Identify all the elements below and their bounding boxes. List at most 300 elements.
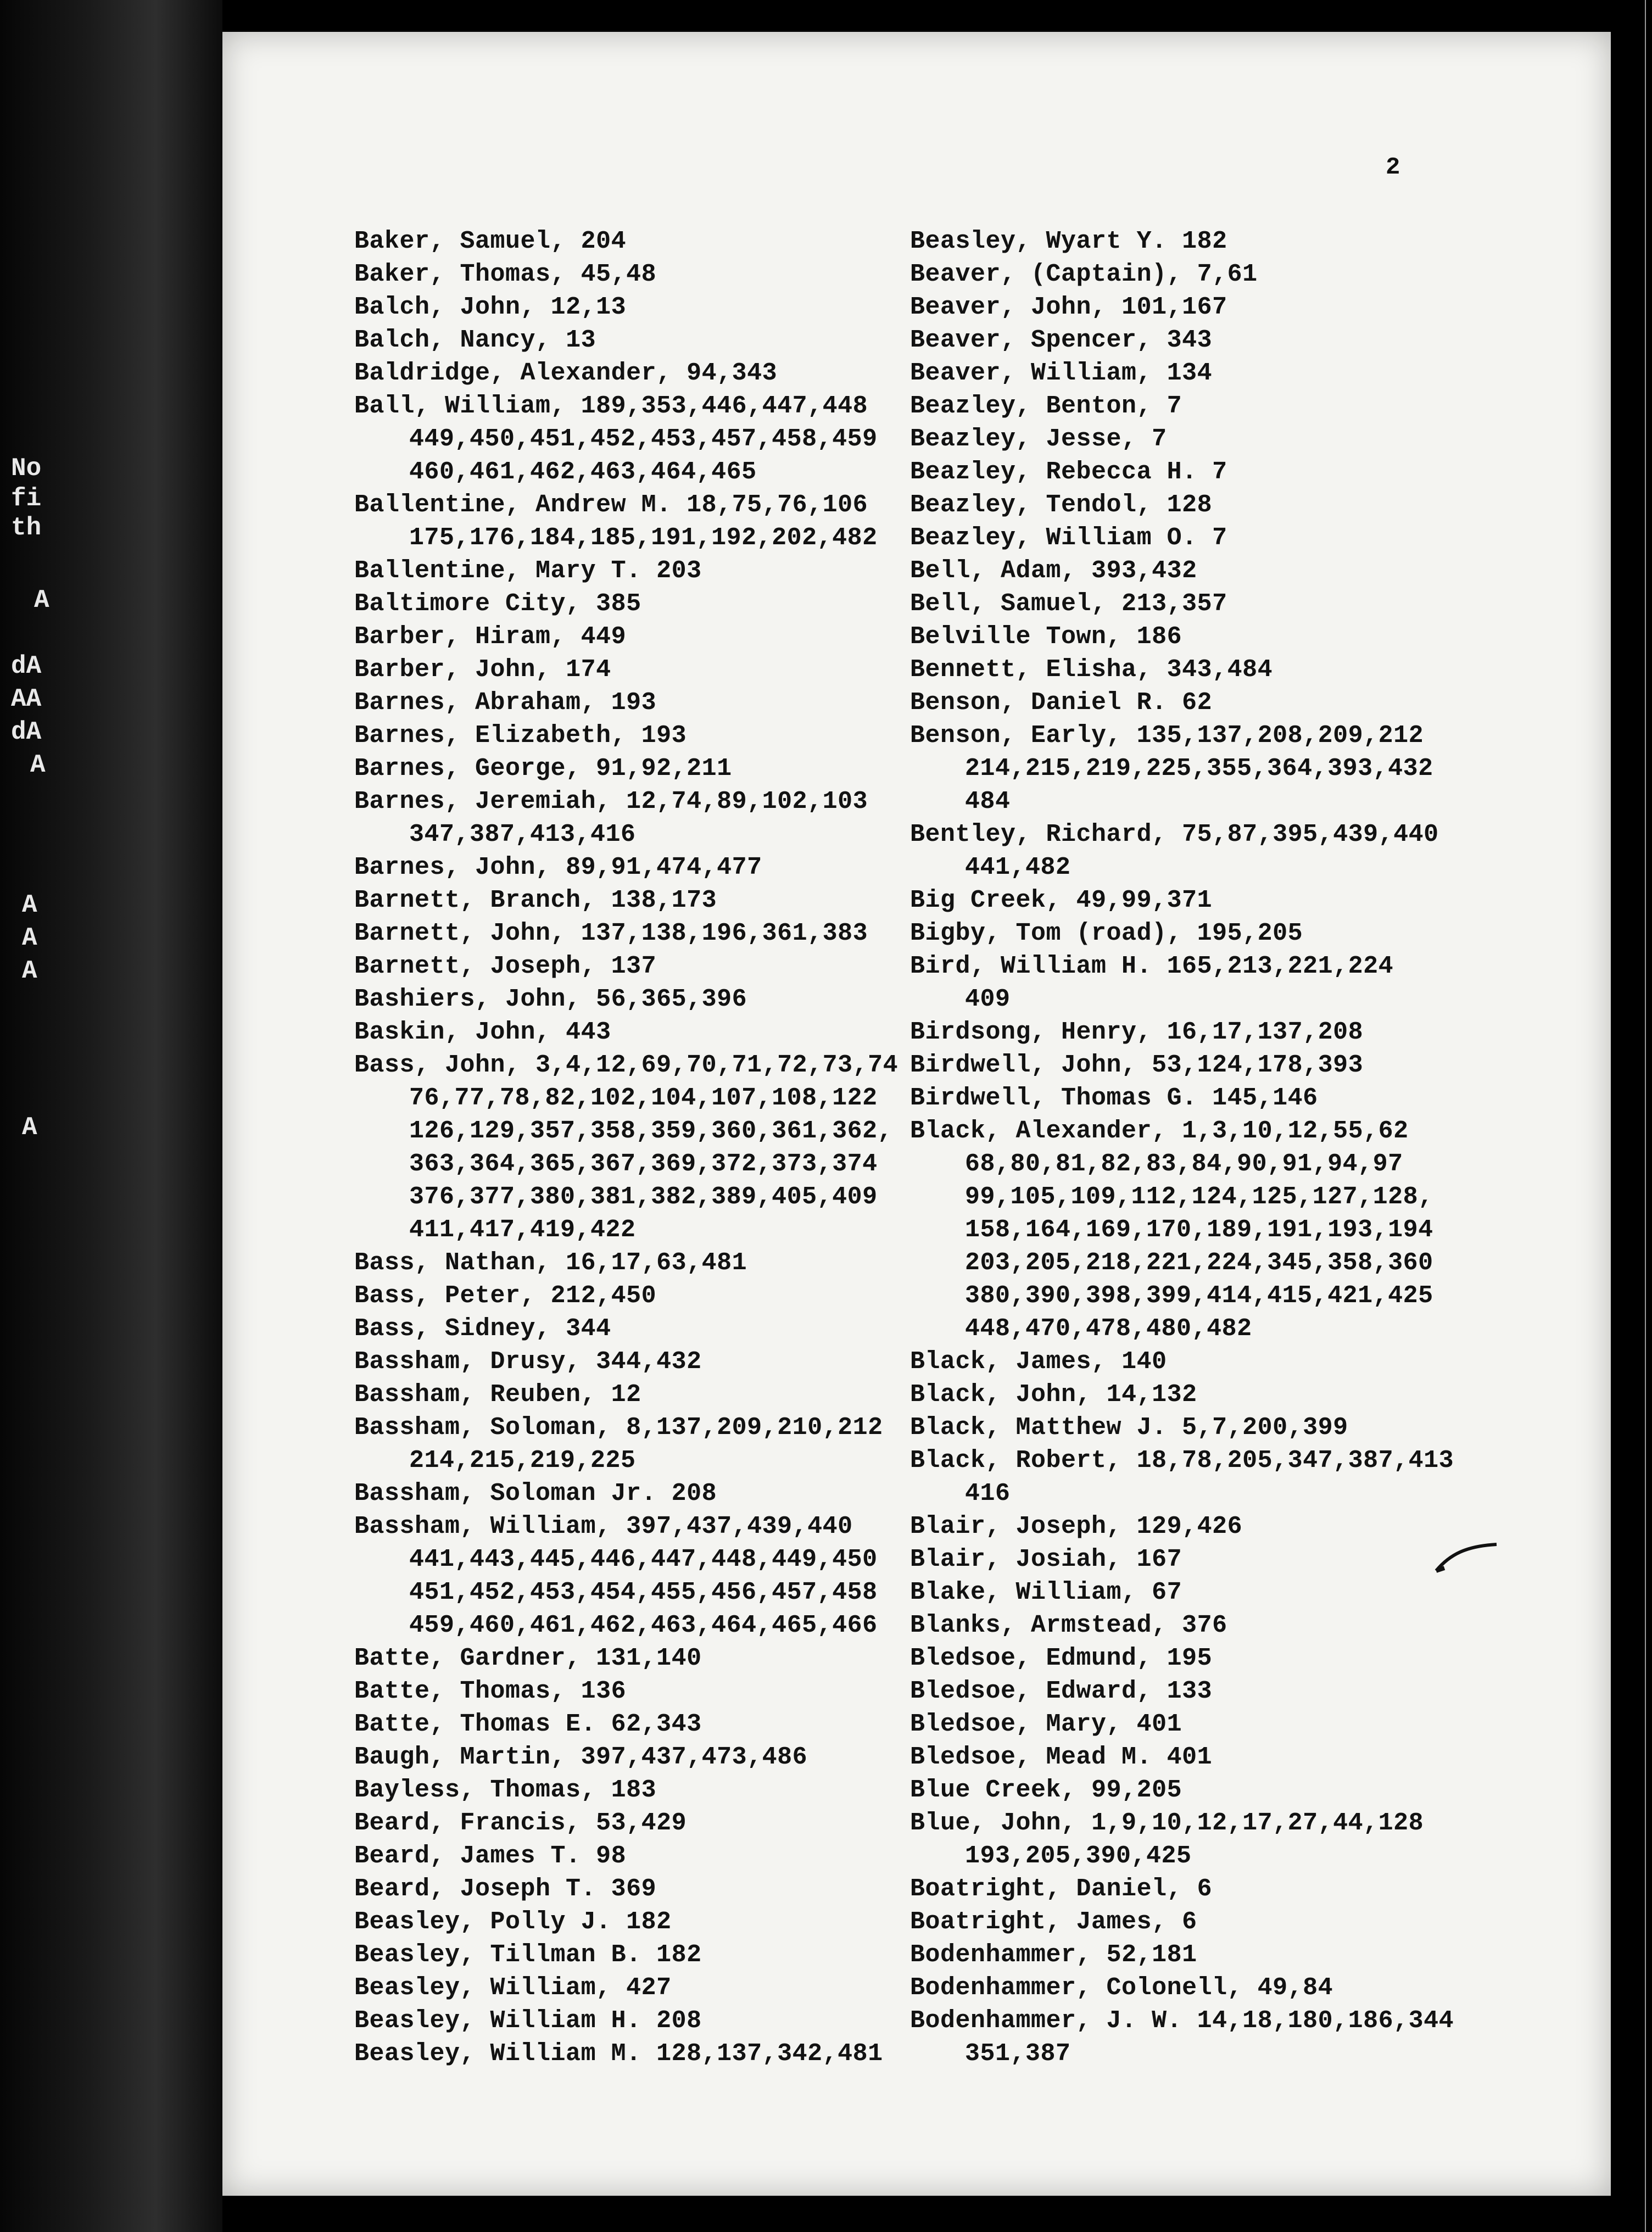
entry-name: Beard, Francis, <box>354 1809 581 1837</box>
entry-page-refs: 343 <box>1167 326 1213 354</box>
index-entry <box>910 1708 1459 1741</box>
index-entry <box>910 456 1459 489</box>
entry-page-refs: 385 <box>596 590 641 618</box>
entry-page-refs: 91,92,211 <box>596 755 732 783</box>
index-entry <box>910 1609 1459 1642</box>
index-entry <box>910 1543 1459 1576</box>
index-entry <box>910 1444 1459 1477</box>
entry-name: Bassham, Reuben, <box>354 1381 596 1409</box>
index-entry-continuation <box>354 1576 903 1609</box>
entry-name: Beasley, William H. <box>354 2007 641 2035</box>
index-entry <box>354 621 903 654</box>
entry-name: Barnett, Branch, <box>354 886 596 914</box>
entry-page-refs: 208 <box>671 1480 717 1508</box>
index-entry <box>910 555 1459 588</box>
entry-page-refs: 182 <box>626 1908 672 1936</box>
entry-page-refs: 101,167 <box>1121 293 1227 321</box>
index-entry <box>910 621 1459 654</box>
index-entry <box>354 1741 903 1774</box>
entry-name: Belville Town, <box>910 623 1122 651</box>
entry-page-refs: 7 <box>1152 425 1167 453</box>
index-entry-continuation <box>354 818 903 851</box>
margin-fragment: A <box>22 924 37 952</box>
index-entry <box>354 983 903 1016</box>
entry-name: Bashiers, John, <box>354 985 581 1013</box>
entry-name: Barnett, John, <box>354 919 566 947</box>
entry-name: Barber, Hiram, <box>354 623 566 651</box>
entry-name: Bassham, William, <box>354 1513 611 1541</box>
entry-name: Ball, William, <box>354 392 566 420</box>
index-entry <box>910 1642 1459 1675</box>
entry-page-refs: 1,9,10,12,17,27,44,128 <box>1091 1809 1424 1837</box>
margin-fragment: A <box>22 957 37 985</box>
entry-name: Benson, Daniel R. <box>910 689 1167 717</box>
entry-page-refs: 45,48 <box>581 260 657 288</box>
index-entry <box>910 1346 1459 1379</box>
index-entry <box>354 1280 903 1313</box>
entry-page-refs: 193,205,390,425 <box>965 1842 1192 1870</box>
entry-name: Bodenhammer, Colonell, <box>910 1974 1243 2002</box>
index-entry <box>910 950 1459 983</box>
entry-page-refs: 376 <box>1182 1611 1227 1639</box>
index-entry <box>354 258 903 291</box>
entry-name: Blanks, Armstead, <box>910 1611 1167 1639</box>
index-entry <box>910 818 1459 851</box>
index-entry <box>910 1049 1459 1082</box>
index-entry <box>910 1939 1459 1972</box>
index-entry <box>354 2005 903 2038</box>
entry-page-refs: 7,61 <box>1197 260 1258 288</box>
entry-page-refs: 451,452,453,454,455,456,457,458 <box>409 1578 878 1606</box>
entry-page-refs: 158,164,169,170,189,191,193,194 <box>965 1216 1433 1244</box>
index-entry <box>910 1807 1459 1840</box>
entry-page-refs: 174 <box>566 656 611 684</box>
index-entry <box>354 1510 903 1543</box>
entry-name: Barnes, Elizabeth, <box>354 722 627 750</box>
entry-page-refs: 175,176,184,185,191,192,202,482 <box>409 524 878 552</box>
entry-name: Beasley, William, <box>354 1974 611 2002</box>
entry-page-refs: 134 <box>1167 359 1213 387</box>
entry-page-refs: 183 <box>611 1776 657 1804</box>
entry-page-refs: 344 <box>566 1315 611 1343</box>
left-index-column <box>354 225 903 2071</box>
entry-page-refs: 484 <box>965 788 1011 816</box>
entry-name: Beazley, William O. <box>910 524 1197 552</box>
entry-page-refs: 94,343 <box>687 359 778 387</box>
index-entry <box>910 291 1459 324</box>
entry-page-refs: 18,78,205,347,387,413 <box>1136 1447 1454 1475</box>
entry-name: Blake, William, <box>910 1578 1137 1606</box>
margin-fragment: th <box>11 514 42 542</box>
index-entry-continuation <box>910 752 1459 785</box>
entry-name: Black, Robert, <box>910 1447 1122 1475</box>
entry-page-refs: 18,75,76,106 <box>687 491 868 519</box>
entry-name: Ballentine, Mary T. <box>354 557 641 585</box>
entry-name: Bigby, Tom (road), <box>910 919 1182 947</box>
entry-page-refs: 212,450 <box>550 1282 657 1310</box>
entry-page-refs: 401 <box>1136 1710 1182 1738</box>
index-entry <box>354 917 903 950</box>
index-entry <box>354 1477 903 1510</box>
entry-page-refs: 137 <box>611 952 657 980</box>
index-entry <box>354 1049 903 1082</box>
entry-page-refs: 138,173 <box>611 886 717 914</box>
index-entry <box>354 1807 903 1840</box>
entry-page-refs: 460,461,462,463,464,465 <box>409 458 757 486</box>
entry-name: Big Creek, <box>910 886 1062 914</box>
entry-name: Bledsoe, Edmund, <box>910 1644 1152 1672</box>
entry-page-refs: 16,17,137,208 <box>1167 1018 1364 1046</box>
index-entry <box>354 719 903 752</box>
entry-name: Boatright, James, <box>910 1908 1167 1936</box>
index-entry <box>354 2038 903 2071</box>
index-entry <box>910 1906 1459 1939</box>
margin-fragment: A <box>34 586 49 615</box>
entry-name: Blue Creek, <box>910 1776 1076 1804</box>
margin-fragment: A <box>22 1113 37 1142</box>
entry-page-refs: 98 <box>596 1842 627 1870</box>
index-entry-continuation <box>910 1214 1459 1247</box>
index-entry <box>354 357 903 390</box>
entry-page-refs: 6 <box>1182 1908 1197 1936</box>
entry-page-refs: 14,18,180,186,344 <box>1197 2007 1454 2035</box>
entry-name: Bassham, Soloman Jr. <box>354 1480 657 1508</box>
index-entry-continuation <box>910 1477 1459 1510</box>
index-entry <box>910 1082 1459 1115</box>
entry-page-refs: 137,138,196,361,383 <box>581 919 868 947</box>
index-entry-continuation <box>354 1609 903 1642</box>
index-entry <box>354 785 903 818</box>
index-entry <box>354 1642 903 1675</box>
index-entry <box>354 1840 903 1873</box>
index-entry <box>910 489 1459 522</box>
index-entry <box>910 884 1459 917</box>
entry-page-refs: 52,181 <box>1106 1941 1197 1969</box>
index-entry-continuation <box>910 1840 1459 1873</box>
entry-name: Barnes, George, <box>354 755 581 783</box>
entry-page-refs: 344,432 <box>596 1348 702 1376</box>
index-entry <box>354 752 903 785</box>
index-entry <box>910 1774 1459 1807</box>
entry-page-refs: 128,137,342,481 <box>656 2040 883 2068</box>
entry-page-refs: 6 <box>1197 1875 1213 1903</box>
margin-fragment: fi <box>11 484 42 513</box>
entry-name: Balch, John, <box>354 293 536 321</box>
index-entry <box>354 1346 903 1379</box>
index-entry <box>910 423 1459 456</box>
index-entry <box>354 1873 903 1906</box>
index-entry-continuation <box>910 2038 1459 2071</box>
entry-name: Bayless, Thomas, <box>354 1776 596 1804</box>
entry-page-refs: 135,137,208,209,212 <box>1136 722 1424 750</box>
index-entry <box>354 1016 903 1049</box>
entry-page-refs: 459,460,461,462,463,464,465,466 <box>409 1611 878 1639</box>
entry-name: Black, John, <box>910 1381 1092 1409</box>
index-entry <box>910 1115 1459 1148</box>
entry-page-refs: 193 <box>611 689 657 717</box>
entry-page-refs: 7 <box>1212 458 1227 486</box>
entry-name: Bass, John, <box>354 1051 521 1079</box>
entry-name: Beard, James T. <box>354 1842 581 1870</box>
entry-name: Bird, William H. <box>910 952 1152 980</box>
index-entry <box>354 1247 903 1280</box>
entry-page-refs: 195 <box>1167 1644 1213 1672</box>
index-entry <box>910 588 1459 621</box>
entry-page-refs: 62 <box>1182 689 1213 717</box>
index-entry-continuation <box>354 1115 903 1148</box>
entry-name: Beaver, (Captain), <box>910 260 1182 288</box>
scan-edge-line <box>1645 0 1646 2232</box>
entry-page-refs: 12,74,89,102,103 <box>626 788 868 816</box>
entry-name: Beaver, William, <box>910 359 1152 387</box>
entry-page-refs: 195,205 <box>1197 919 1303 947</box>
index-entry <box>354 1972 903 2005</box>
entry-name: Beaver, Spencer, <box>910 326 1152 354</box>
entry-page-refs: 67 <box>1152 1578 1182 1606</box>
index-entry <box>910 225 1459 258</box>
entry-page-refs: 62,343 <box>611 1710 702 1738</box>
entry-page-refs: 214,215,219,225,355,364,393,432 <box>965 755 1433 783</box>
index-entry <box>354 390 903 423</box>
index-entry <box>354 291 903 324</box>
entry-page-refs: 443 <box>566 1018 611 1046</box>
index-entry <box>910 1576 1459 1609</box>
entry-page-refs: 16,17,63,481 <box>566 1249 747 1277</box>
index-entry <box>910 2005 1459 2038</box>
entry-name: Bentley, Richard, <box>910 821 1167 849</box>
pen-mark-icon <box>1433 1538 1499 1576</box>
entry-name: Baskin, John, <box>354 1018 551 1046</box>
margin-fragment: dA <box>11 652 42 680</box>
entry-page-refs: 7 <box>1212 524 1227 552</box>
entry-name: Baldridge, Alexander, <box>354 359 672 387</box>
index-entry <box>354 1906 903 1939</box>
entry-name: Benson, Early, <box>910 722 1122 750</box>
index-entry-continuation <box>910 1247 1459 1280</box>
entry-page-refs: 351,387 <box>965 2040 1071 2068</box>
index-entry <box>354 489 903 522</box>
entry-page-refs: 131,140 <box>596 1644 702 1672</box>
entry-page-refs: 53,124,178,393 <box>1152 1051 1364 1079</box>
index-entry <box>354 1675 903 1708</box>
entry-page-refs: 369 <box>611 1875 657 1903</box>
index-entry <box>910 1873 1459 1906</box>
entry-name: Barnes, John, <box>354 853 551 881</box>
entry-name: Birdsong, Henry, <box>910 1018 1152 1046</box>
index-entry-continuation <box>354 1181 903 1214</box>
entry-page-refs: 189,353,446,447,448 <box>581 392 868 420</box>
index-entry <box>354 950 903 983</box>
index-entry <box>910 1972 1459 2005</box>
entry-name: Beard, Joseph T. <box>354 1875 596 1903</box>
entry-name: Barnett, Joseph, <box>354 952 596 980</box>
index-entry-continuation <box>910 1181 1459 1214</box>
index-entry <box>910 324 1459 357</box>
entry-page-refs: 376,377,380,381,382,389,405,409 <box>409 1183 878 1211</box>
entry-page-refs: 165,213,221,224 <box>1167 952 1394 980</box>
entry-name: Beazley, Rebecca H. <box>910 458 1197 486</box>
entry-page-refs: 5,7,200,399 <box>1182 1414 1348 1442</box>
entry-page-refs: 214,215,219,225 <box>409 1447 636 1475</box>
entry-page-refs: 182 <box>1182 227 1227 255</box>
entry-name: Beaver, John, <box>910 293 1107 321</box>
index-entry-continuation <box>354 1214 903 1247</box>
entry-name: Beazley, Tendol, <box>910 491 1152 519</box>
index-entry <box>910 1675 1459 1708</box>
index-entry <box>354 1774 903 1807</box>
index-entry <box>354 324 903 357</box>
entry-page-refs: 347,387,413,416 <box>409 821 636 849</box>
entry-page-refs: 213,357 <box>1121 590 1227 618</box>
entry-page-refs: 99,205 <box>1091 1776 1182 1804</box>
entry-page-refs: 380,390,398,399,414,415,421,425 <box>965 1282 1433 1310</box>
index-entry-continuation <box>354 423 903 456</box>
margin-fragment: AA <box>11 685 42 713</box>
entry-page-refs: 193 <box>641 722 687 750</box>
entry-name: Batte, Thomas, <box>354 1677 566 1705</box>
index-entry <box>354 654 903 687</box>
index-page <box>222 32 1611 2196</box>
entry-page-refs: 56,365,396 <box>596 985 747 1013</box>
index-entry-continuation <box>910 1313 1459 1346</box>
entry-name: Bodenhammer, J. W. <box>910 2007 1182 2035</box>
entry-page-refs: 14,132 <box>1106 1381 1197 1409</box>
entry-page-refs: 140 <box>1121 1348 1167 1376</box>
entry-page-refs: 1,3,10,12,55,62 <box>1182 1117 1409 1145</box>
entry-page-refs: 203,205,218,221,224,345,358,360 <box>965 1249 1433 1277</box>
index-entry <box>354 555 903 588</box>
index-entry <box>910 719 1459 752</box>
entry-page-refs: 409 <box>965 985 1011 1013</box>
entry-page-refs: 401 <box>1167 1743 1213 1771</box>
entry-page-refs: 208 <box>656 2007 702 2035</box>
entry-name: Batte, Gardner, <box>354 1644 581 1672</box>
entry-page-refs: 397,437,473,486 <box>581 1743 808 1771</box>
index-entry-continuation <box>354 1148 903 1181</box>
scanner-left-margin <box>0 0 222 2232</box>
entry-name: Blair, Joseph, <box>910 1513 1122 1541</box>
index-entry-continuation <box>910 1280 1459 1313</box>
entry-name: Ballentine, Andrew M. <box>354 491 672 519</box>
index-entry-continuation <box>354 456 903 489</box>
index-entry-continuation <box>910 785 1459 818</box>
page-number: 2 <box>1386 154 1400 181</box>
index-entry <box>354 1379 903 1411</box>
margin-fragment: No <box>11 454 42 483</box>
entry-name: Blair, Josiah, <box>910 1545 1122 1573</box>
entry-name: Baltimore City, <box>354 590 581 618</box>
index-entry <box>910 1379 1459 1411</box>
index-entry <box>354 588 903 621</box>
entry-page-refs: 8,137,209,210,212 <box>626 1414 883 1442</box>
entry-name: Birdwell, Thomas G. <box>910 1084 1197 1112</box>
entry-name: Black, James, <box>910 1348 1107 1376</box>
index-entry-continuation <box>354 1082 903 1115</box>
entry-name: Barber, John, <box>354 656 551 684</box>
entry-name: Bledsoe, Edward, <box>910 1677 1152 1705</box>
entry-name: Baker, Thomas, <box>354 260 566 288</box>
entry-name: Batte, Thomas E. <box>354 1710 596 1738</box>
entry-name: Birdwell, John, <box>910 1051 1137 1079</box>
entry-page-refs: 76,77,78,82,102,104,107,108,122 <box>409 1084 878 1112</box>
entry-name: Barnes, Jeremiah, <box>354 788 611 816</box>
index-entry <box>910 1411 1459 1444</box>
index-entry <box>910 357 1459 390</box>
entry-page-refs: 397,437,439,440 <box>626 1513 853 1541</box>
entry-page-refs: 49,99,371 <box>1076 886 1213 914</box>
entry-page-refs: 53,429 <box>596 1809 687 1837</box>
entry-name: Beasley, Polly J. <box>354 1908 611 1936</box>
entry-name: Bass, Peter, <box>354 1282 536 1310</box>
entry-name: Blue, John, <box>910 1809 1076 1837</box>
index-entry-continuation <box>354 522 903 555</box>
index-entry <box>910 258 1459 291</box>
index-entry <box>354 1939 903 1972</box>
entry-name: Bassham, Soloman, <box>354 1414 611 1442</box>
index-entry <box>910 654 1459 687</box>
entry-page-refs: 128 <box>1167 491 1213 519</box>
entry-page-refs: 136 <box>581 1677 627 1705</box>
margin-fragment: A <box>30 751 46 779</box>
entry-page-refs: 182 <box>656 1941 702 1969</box>
index-entry <box>354 687 903 719</box>
entry-page-refs: 7 <box>1167 392 1182 420</box>
entry-name: Bassham, Drusy, <box>354 1348 581 1376</box>
entry-name: Bell, Adam, <box>910 557 1076 585</box>
index-entry <box>910 1016 1459 1049</box>
entry-name: Beasley, Wyart Y. <box>910 227 1167 255</box>
entry-name: Bodenhammer, <box>910 1941 1092 1969</box>
entry-page-refs: 49,84 <box>1257 1974 1333 2002</box>
index-entry <box>354 851 903 884</box>
entry-page-refs: 75,87,395,439,440 <box>1182 821 1439 849</box>
index-entry <box>910 917 1459 950</box>
entry-name: Bledsoe, Mead M. <box>910 1743 1152 1771</box>
entry-name: Bennett, Elisha, <box>910 656 1152 684</box>
entry-name: Barnes, Abraham, <box>354 689 596 717</box>
index-entry <box>354 225 903 258</box>
entry-name: Balch, Nancy, <box>354 326 551 354</box>
index-entry <box>354 884 903 917</box>
entry-page-refs: 99,105,109,112,124,125,127,128, <box>965 1183 1433 1211</box>
margin-fragment: dA <box>11 718 42 746</box>
margin-fragment: A <box>22 891 37 919</box>
entry-name: Bass, Sidney, <box>354 1315 551 1343</box>
entry-name: Baugh, Martin, <box>354 1743 566 1771</box>
index-entry <box>910 1510 1459 1543</box>
entry-name: Black, Alexander, <box>910 1117 1167 1145</box>
entry-page-refs: 363,364,365,367,369,372,373,374 <box>409 1150 878 1178</box>
entry-page-refs: 133 <box>1167 1677 1213 1705</box>
index-entry-continuation <box>354 1444 903 1477</box>
entry-name: Bass, Nathan, <box>354 1249 551 1277</box>
index-entry-continuation <box>354 1543 903 1576</box>
entry-page-refs: 441,443,445,446,447,448,449,450 <box>409 1545 878 1573</box>
entry-name: Black, Matthew J. <box>910 1414 1167 1442</box>
entry-page-refs: 427 <box>626 1974 672 2002</box>
entry-name: Boatright, Daniel, <box>910 1875 1182 1903</box>
entry-page-refs: 441,482 <box>965 853 1071 881</box>
entry-page-refs: 126,129,357,358,359,360,361,362, <box>409 1117 893 1145</box>
entry-name: Bledsoe, Mary, <box>910 1710 1122 1738</box>
entry-page-refs: 448,470,478,480,482 <box>965 1315 1252 1343</box>
index-entry-continuation <box>910 983 1459 1016</box>
index-entry-continuation <box>910 1148 1459 1181</box>
entry-page-refs: 449,450,451,452,453,457,458,459 <box>409 425 878 453</box>
entry-page-refs: 129,426 <box>1136 1513 1243 1541</box>
entry-name: Beazley, Jesse, <box>910 425 1137 453</box>
entry-name: Baker, Samuel, <box>354 227 566 255</box>
